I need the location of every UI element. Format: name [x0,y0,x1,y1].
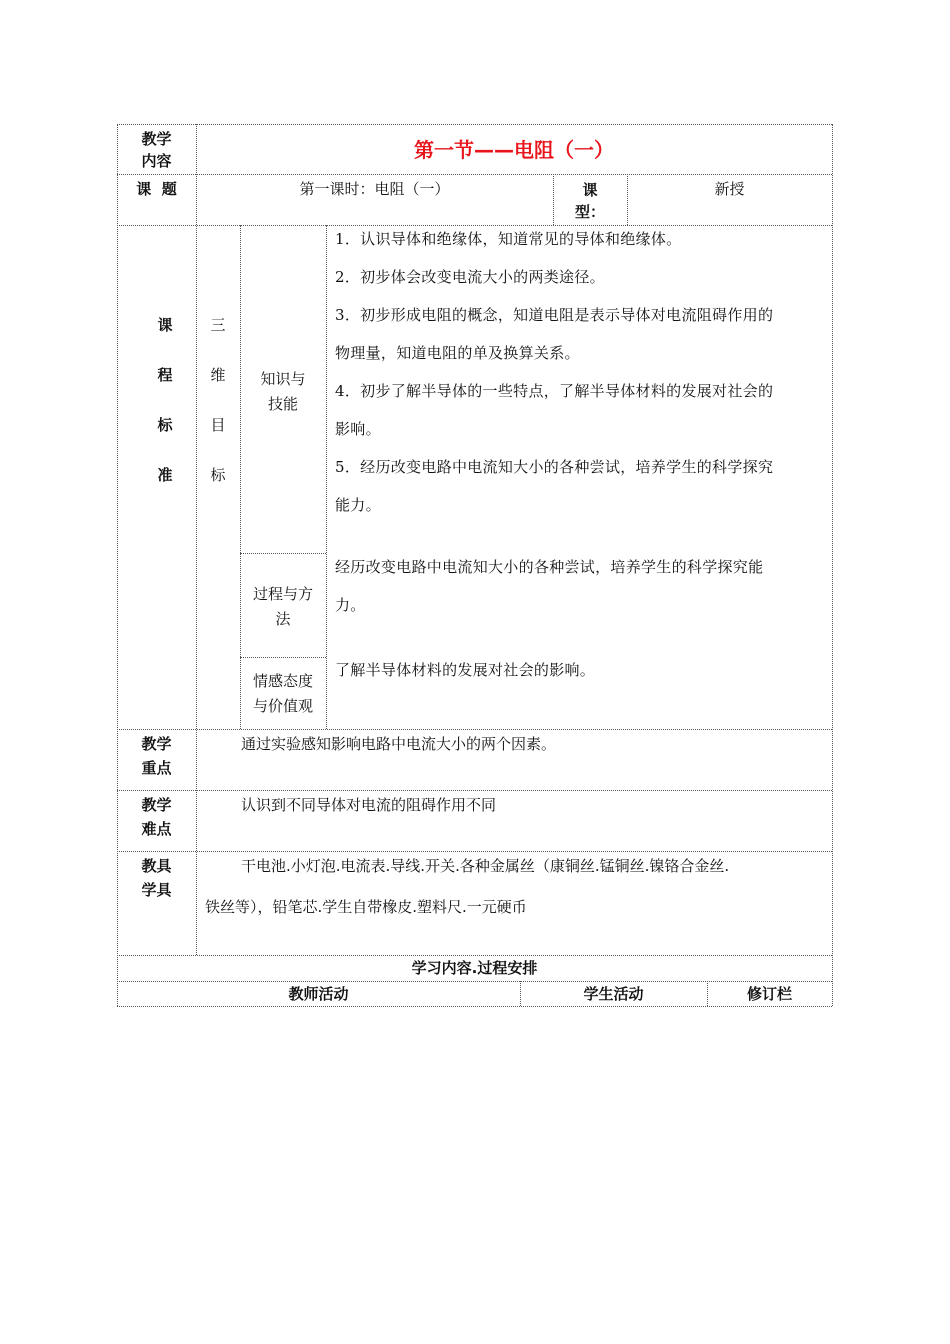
row-divider [117,729,832,730]
standards-char: 标 [157,416,173,434]
page-title: 第一节——电阻（一） [414,138,614,162]
difficulty-label: 教学 难点 [141,796,172,838]
content-label: 教学 内容 [141,130,172,170]
row-divider [117,174,832,175]
objective-line: 能力。 [335,496,381,514]
type-label: 课 型： [574,181,605,221]
tools-line: 铁丝等），铅笔芯.学生自带橡皮.塑料尺.一元硬币 [205,898,527,916]
attitude-values-label: 情感态度 与价值观 [252,672,313,715]
row-divider [240,553,326,554]
col-divider [326,225,327,729]
objective-line: 2．初步体会改变电流大小的两类途径。 [335,268,605,286]
three-dimension-label [196,300,240,500]
process-objectives [335,548,830,624]
knowledge-skills-label: 知识与 技能 [260,370,306,413]
teacher-activity-header: 教师活动 [288,985,349,1003]
arrangement-heading: 学习内容.过程安排 [411,959,538,977]
objective-line: 物理量，知道电阻的单及换算关系。 [335,344,580,362]
topic-label: 课 题 [136,180,177,198]
tools-text [205,846,830,928]
knowledge-objectives [335,220,830,524]
dimension-char: 目 [210,416,226,434]
objective-line: 力。 [335,596,366,614]
row-divider [117,981,832,982]
objective-line: 了解半导体材料的发展对社会的影响。 [335,661,596,679]
table-border-right [832,124,833,1006]
type-value: 新授 [714,180,745,198]
objective-line: 5．经历改变电路中电流知大小的各种尝试，培养学生的科学探究 [335,458,774,476]
dimension-char: 维 [210,366,226,384]
standards-char: 程 [157,366,173,384]
objective-line: 4．初步了解半导体的一些特点，了解半导体材料的发展对社会的 [335,382,774,400]
table-border-bottom [117,1006,832,1007]
standards-char: 准 [157,466,173,484]
difficulty-text: 认识到不同导体对电流的阻碍作用不同 [241,796,497,814]
dimension-char: 三 [210,316,226,334]
row-divider [240,657,326,658]
col-divider [196,124,197,955]
dimension-char: 标 [210,466,226,484]
key-point-label: 教学 重点 [141,735,172,777]
attitude-objectives [335,651,830,689]
objective-line: 影响。 [335,420,381,438]
objective-line: 经历改变电路中电流知大小的各种尝试，培养学生的科学探究能 [335,558,764,576]
objective-line: 3．初步形成电阻的概念，知道电阻是表示导体对电流阻碍作用的 [335,306,774,324]
tools-line: 干电池.小灯泡.电流表.导线.开关.各种金属丝（康铜丝.锰铜丝.镍铬合金丝. [241,857,730,875]
col-divider [240,225,241,729]
objective-line: 1．认识导体和绝缘体，知道常见的导体和绝缘体。 [335,230,682,248]
revision-header: 修订栏 [746,985,792,1003]
tools-label: 教具 学具 [141,857,172,899]
row-divider [117,955,832,956]
standards-char: 课 [157,316,173,334]
table-border-top [117,124,832,125]
topic-value: 第一课时：电阻（一） [299,180,450,198]
key-point-text: 通过实验感知影响电路中电流大小的两个因素。 [241,735,557,753]
row-divider [117,790,832,791]
student-activity-header: 学生活动 [583,985,644,1003]
process-method-label: 过程与方 法 [252,585,313,628]
